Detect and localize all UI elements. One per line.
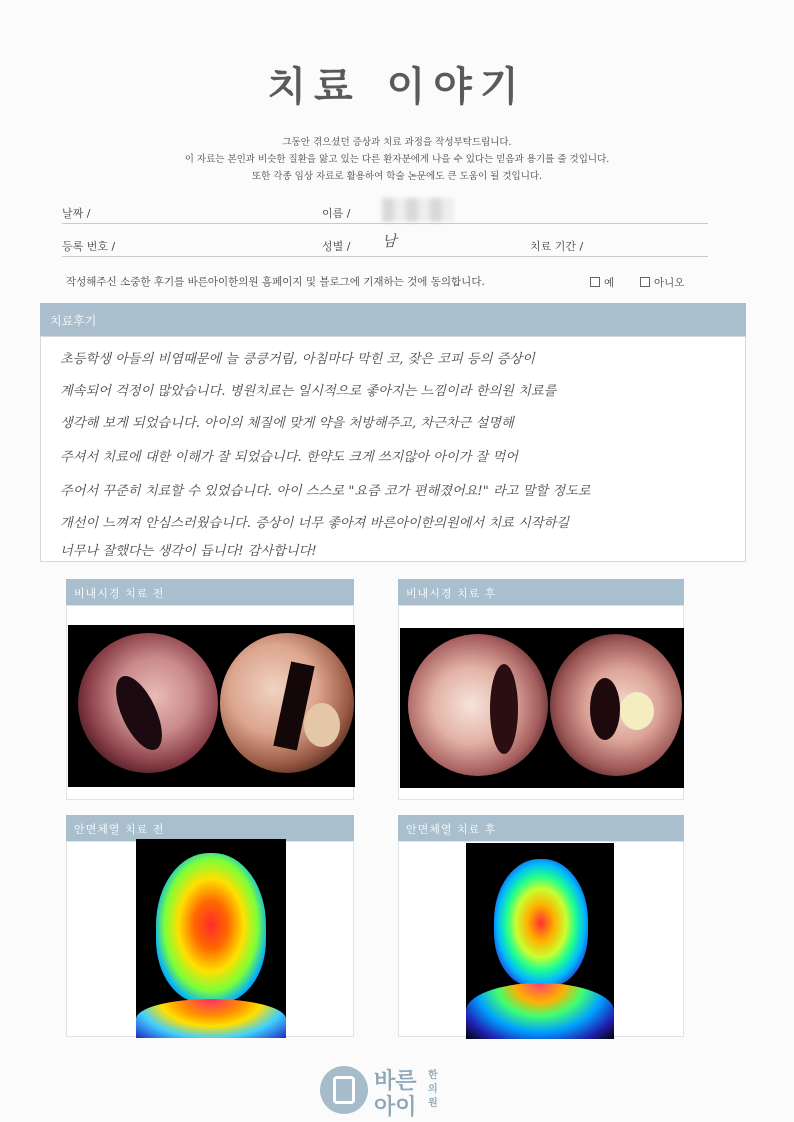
gender-label: 성별 / — [322, 240, 351, 253]
gender-value: 남 — [382, 232, 397, 250]
intro-line: 또한 각종 임상 자료로 활용하여 학술 논문에도 큰 도움이 될 것입니다. — [251, 171, 543, 182]
name-redacted — [382, 198, 454, 222]
intro-text — [0, 134, 794, 185]
date-label: 날짜 / — [62, 207, 91, 220]
review-header: 치료후기 — [40, 303, 746, 336]
name-label: 이름 / — [322, 207, 351, 220]
review-line: 생각해 보게 되었습니다. 아이의 체질에 맞게 약을 처방해주고, 차근차근 설명해 — [60, 416, 514, 431]
consent-text: 작성해주신 소중한 후기를 바른아이한의원 홈페이지 및 블로그에 기재하는 것에 동의합니다. — [66, 276, 485, 288]
logo-sub-3: 원 — [428, 1098, 438, 1109]
review-line: 너무나 잘했다는 생각이 듭니다! 감사합니다! — [60, 544, 317, 559]
thermal-before-image — [136, 839, 286, 1038]
review-line: 개선이 느껴져 안심스러웠습니다. 증상이 너무 좋아져 바른아이한의원에서 치료 시작하길 — [60, 516, 570, 531]
period-label: 치료 기간 / — [530, 240, 584, 253]
intro-line: 이 자료는 본인과 비슷한 질환을 앓고 있는 다른 환자분에게 나을 수 있다는 믿음과 용기를 줄 것입니다. — [184, 154, 610, 165]
page-title — [0, 55, 794, 112]
intro-line: 그동안 겪으셨던 증상과 치료 과정을 작성부탁드립니다. — [282, 137, 512, 148]
endo-before-header: 비내시경 치료 전 — [66, 579, 354, 605]
thermal-after-header: 안면체열 치료 후 — [398, 815, 684, 841]
endo-after-header: 비내시경 치료 후 — [398, 579, 684, 605]
consent-yes-label: 예 — [604, 277, 615, 289]
endoscope-view — [550, 634, 682, 776]
checkbox-box[interactable] — [590, 277, 600, 287]
review-line: 초등학생 아들의 비염때문에 늘 킁킁거림, 아침마다 막힌 코, 잦은 코피 등의 증상이 — [60, 352, 535, 367]
checkbox-box[interactable] — [640, 277, 650, 287]
logo-text-line2: 아이 — [374, 1095, 417, 1120]
logo-sub-2: 의 — [428, 1084, 438, 1095]
form-underline — [62, 223, 708, 224]
endoscope-view — [220, 633, 354, 773]
thermal-before-header: 안면체열 치료 전 — [66, 815, 354, 841]
endoscope-view — [408, 634, 548, 776]
review-line: 주어서 꾸준히 치료할 수 있었습니다. 아이 스스로 "요즘 코가 편해졌어요!" 라고 말할 정도로 — [60, 484, 591, 499]
logo-text-line1: 바른 — [374, 1069, 417, 1094]
review-line: 계속되어 걱정이 많았습니다. 병원치료는 일시적으로 좋아지는 느낌이라 한의원 치료를 — [60, 384, 557, 399]
endo-before-image — [68, 625, 355, 787]
registration-label: 등록 번호 / — [62, 240, 116, 253]
thermal-after-image — [466, 843, 614, 1039]
page-title-right: 이야기 — [386, 64, 527, 110]
endoscope-view — [78, 633, 218, 773]
form-underline — [62, 256, 708, 257]
logo-sub-1: 한 — [428, 1070, 438, 1081]
consent-yes-checkbox[interactable] — [590, 275, 614, 290]
clinic-logo-icon — [320, 1066, 368, 1114]
review-line: 주셔서 치료에 대한 이해가 잘 되었습니다. 한약도 크게 쓰지않아 아이가 잘 먹어 — [60, 450, 518, 465]
consent-no-label: 아니오 — [654, 277, 685, 289]
consent-no-checkbox[interactable] — [640, 275, 684, 290]
page-title-left: 치료 — [267, 64, 361, 110]
endo-after-image — [400, 628, 684, 788]
